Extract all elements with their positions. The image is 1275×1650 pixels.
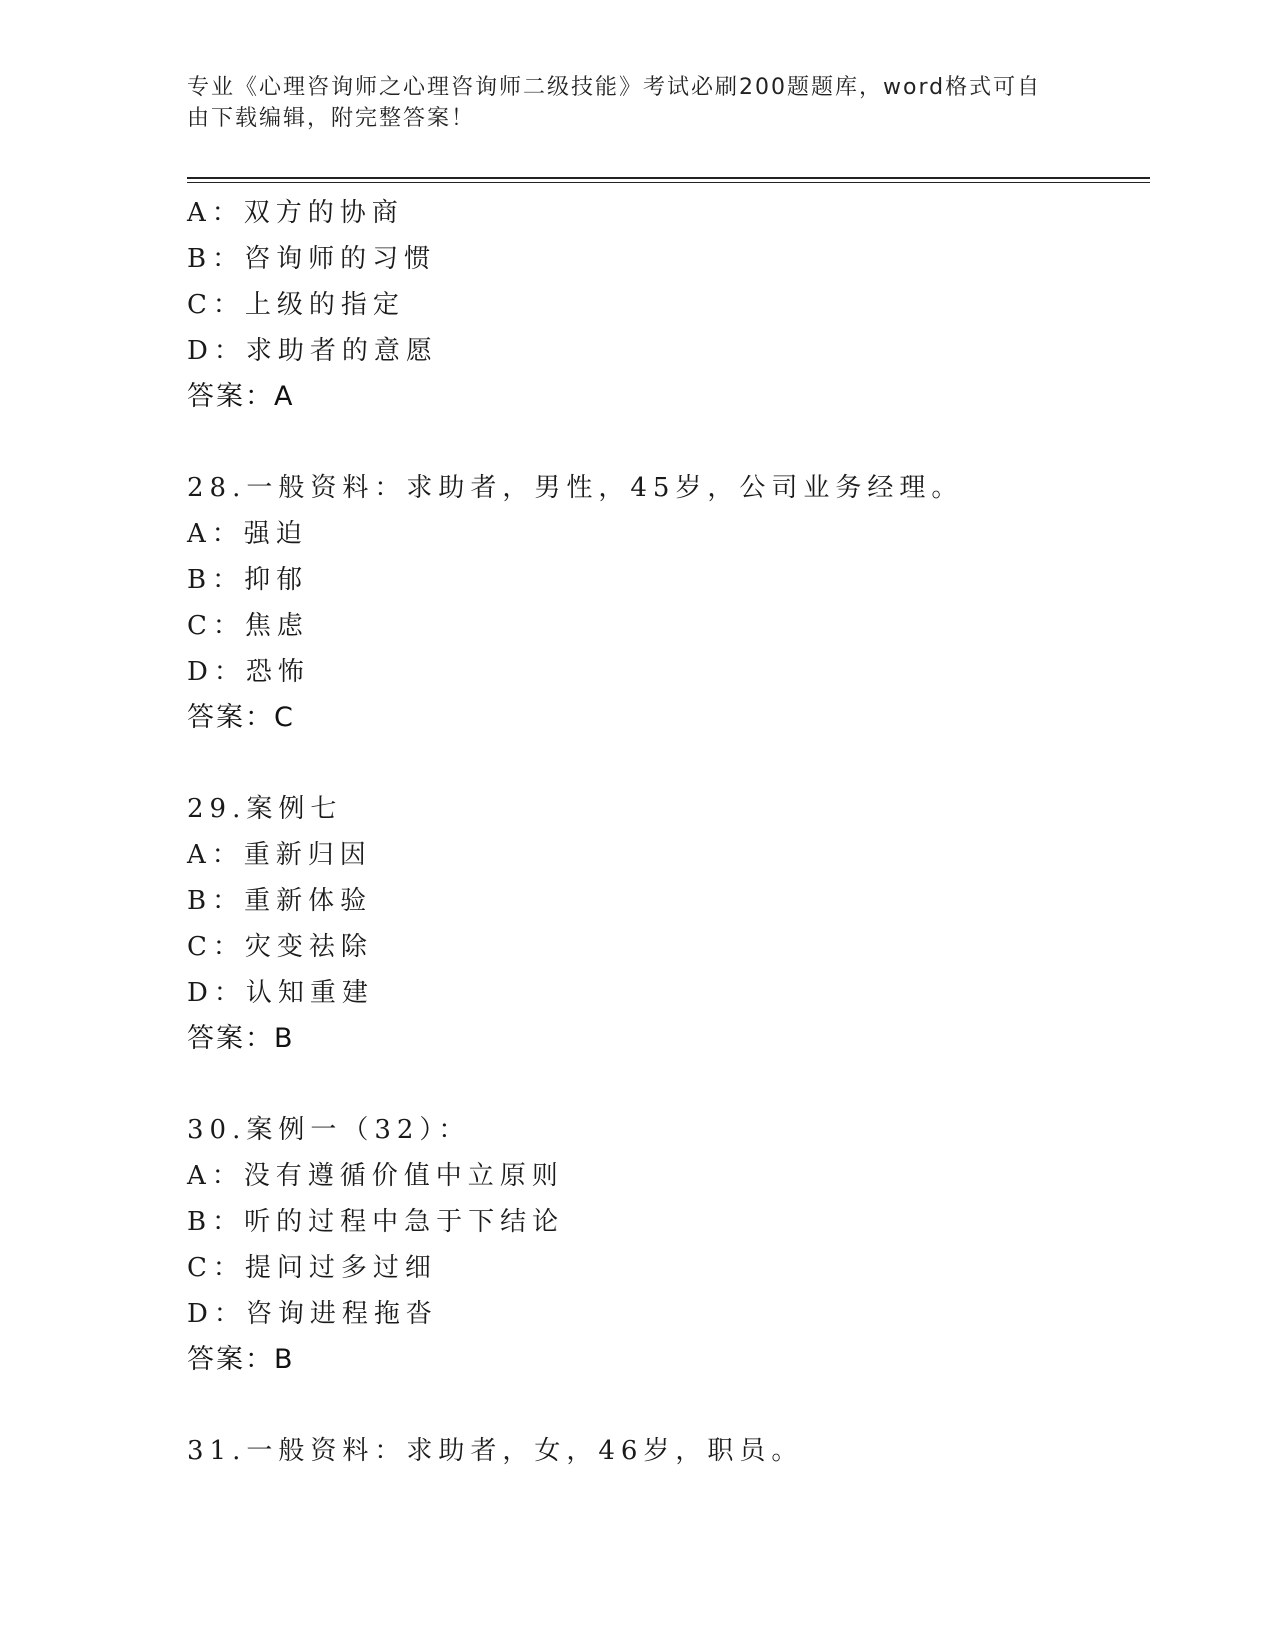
question-text: 30.案例一（32）： [187, 1115, 471, 1145]
question-text: 28.一般资料：求助者，男性，45岁，公司业务经理。 [187, 473, 964, 503]
option-c: C：灾变祛除 [187, 932, 373, 962]
spacer [187, 1062, 1147, 1107]
answer-line: 答案：A [187, 381, 295, 412]
question-text: 29.案例七 [187, 794, 343, 824]
header-divider-thin [187, 182, 1150, 183]
question-block [187, 190, 1147, 420]
option-a: A：重新归因 [187, 840, 372, 870]
answer-line: 答案：C [187, 702, 295, 733]
option-c: C：焦虑 [187, 611, 309, 641]
question-block [187, 1107, 1147, 1383]
question-block [187, 1428, 1147, 1474]
header-divider [187, 177, 1150, 179]
option-d: D：求助者的意愿 [187, 336, 438, 366]
option-a: A：双方的协商 [187, 198, 404, 228]
option-d: D：恐怖 [187, 657, 310, 687]
option-b: B：咨询师的习惯 [187, 244, 437, 274]
spacer [187, 420, 1147, 465]
header-line-2: 由下载编辑，附完整答案！ [187, 106, 476, 131]
question-block [187, 465, 1147, 741]
question-text: 31.一般资料：求助者，女，46岁，职员。 [187, 1436, 804, 1466]
option-a: A：没有遵循价值中立原则 [187, 1161, 564, 1191]
header-line-1: 专业《心理咨询师之心理咨询师二级技能》考试必刷200题题库，word格式可自 [187, 75, 1042, 100]
option-a: A：强迫 [187, 519, 308, 549]
document-header [187, 72, 1067, 134]
question-list [187, 190, 1147, 1474]
spacer [187, 741, 1147, 786]
option-d: D：咨询进程拖沓 [187, 1299, 438, 1329]
option-c: C：提问过多过细 [187, 1253, 437, 1283]
question-block [187, 786, 1147, 1062]
spacer [187, 1383, 1147, 1428]
option-d: D：认知重建 [187, 978, 374, 1008]
option-b: B：重新体验 [187, 886, 373, 916]
answer-line: 答案：B [187, 1023, 295, 1054]
answer-line: 答案：B [187, 1344, 295, 1375]
option-b: B：抑郁 [187, 565, 309, 595]
option-b: B：听的过程中急于下结论 [187, 1207, 565, 1237]
option-c: C：上级的指定 [187, 290, 405, 320]
